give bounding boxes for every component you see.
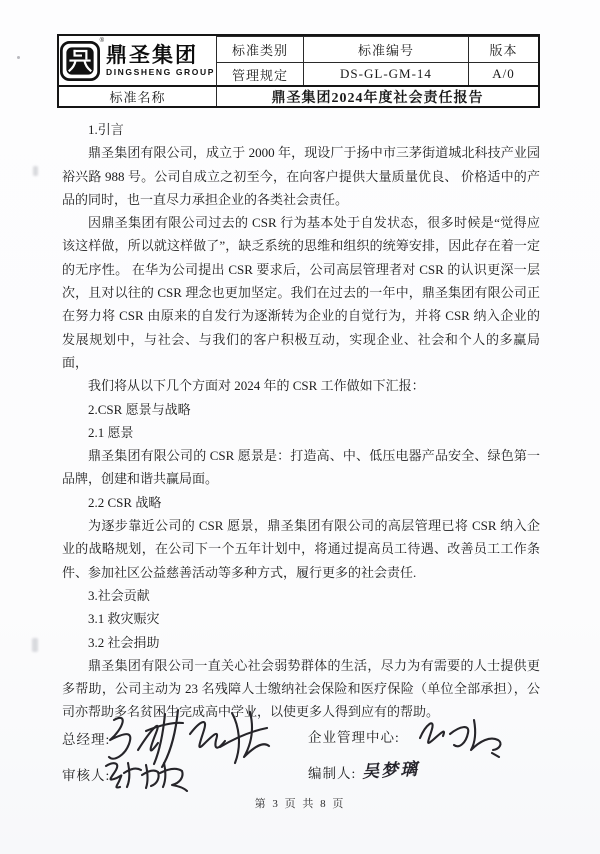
enterprise-management-center-label: 企业管理中心:	[308, 730, 400, 745]
compiler-signature-name: 吴梦璃	[361, 759, 420, 782]
section-heading: 1.引言	[88, 122, 124, 137]
section-heading: 3.社会贡献	[88, 587, 150, 603]
section-heading: 3.2 社会捐助	[88, 634, 160, 650]
header-table	[57, 34, 540, 108]
compiler-label: 编制人:	[308, 766, 357, 781]
number-header-cell: 标准编号	[303, 36, 468, 62]
section-heading: 2.2 CSR 战略	[88, 494, 162, 510]
body-paragraph: 为逐步靠近公司的 CSR 愿景，鼎圣集团有限公司的高层管理已将 CSR 纳入企业的战略规划，在公司下一个五年计划中，将通过提高员工待遇、改善员工工作条件、参加社区公益慈善活动等多种方式，履行更多的社会责任.	[62, 518, 540, 580]
body-paragraph: 鼎圣集团有限公司的 CSR 愿景是：打造高、中、低压电器产品安全、绿色第一品牌，创建和谐共赢局面。	[62, 448, 540, 487]
scan-artifact	[32, 638, 38, 652]
management-center-signature	[412, 708, 507, 758]
section-heading: 2.1 愿景	[88, 424, 134, 440]
logo-seal-icon	[60, 37, 105, 81]
signature-block	[0, 698, 600, 798]
scan-artifact	[17, 56, 20, 59]
scan-artifact	[33, 166, 38, 176]
body-paragraph: 鼎圣集团有限公司一直关心社会弱势群体的生活，尽力为有需要的人士提供更多帮助，公司主动为 23 名残障人士缴纳社会保险和医疗保险（单位全部承担），公司亦帮助多名贫困生完成高中学业，以使更多人得到应有的帮助。	[62, 657, 540, 720]
reviewer-label: 审核人:	[62, 768, 111, 783]
reviewer-signature	[100, 752, 190, 792]
section-heading: 2.CSR 愿景与战略	[88, 401, 191, 417]
category-value-cell: 管理规定	[216, 62, 303, 85]
category-header-cell: 标准类别	[216, 36, 303, 62]
company-logo	[59, 36, 216, 85]
general-manager-label: 总经理:	[62, 732, 111, 747]
body-paragraph: 鼎圣集团有限公司，成立于 2000 年，现设厂于扬中市三茅街道城北科技产业园裕兴路 988 号。公司自成立之初至今，在向客户提供大量质量优良、 价格适中的产品的同时，也一直尽力承担企业的各类社会责任。	[62, 145, 540, 207]
logo-english-name: DINGSHENG GROUP	[105, 66, 215, 77]
version-value-cell: A/0	[468, 62, 538, 85]
page-number: 第 3 页 共 8 页	[254, 798, 346, 810]
document-title-cell: 鼎圣集团2024年度社会责任报告	[216, 85, 538, 106]
standard-number-cell: DS-GL-GM-14	[303, 62, 468, 85]
section-heading: 3.1 救灾赈灾	[88, 611, 160, 627]
body-paragraph: 因鼎圣集团有限公司过去的 CSR 行为基本处于自发状态，很多时候是“觉得应该这样做，所以就这样做了”，缺乏系统的思维和组织的统筹安排，因此存在着一定的无序性。 在华为公司提出 CSR 要求后，公司高层管理者对 CSR 的认识更深一层次，且对以往的 CSR 理念也更加坚定。我们在过去的一年中，鼎圣集团有限公司正在努力将 CSR 由原来的自发行为逐渐转为企业的自觉行为，并将 CSR 纳入企业的发展规划中，与社会、与我们的客户积极互动，实现企业、社会和个人的多赢局面，	[62, 215, 540, 370]
logo-chinese-name: 鼎圣集团	[105, 43, 198, 67]
version-header-cell: 版本	[468, 36, 538, 62]
registered-trademark-icon: ®	[99, 37, 105, 44]
body-paragraph: 我们将从以下几个方面对 2024 年的 CSR 工作做如下汇报：	[88, 378, 425, 394]
standard-name-label-cell: 标准名称	[59, 85, 216, 106]
document-body	[62, 118, 540, 724]
